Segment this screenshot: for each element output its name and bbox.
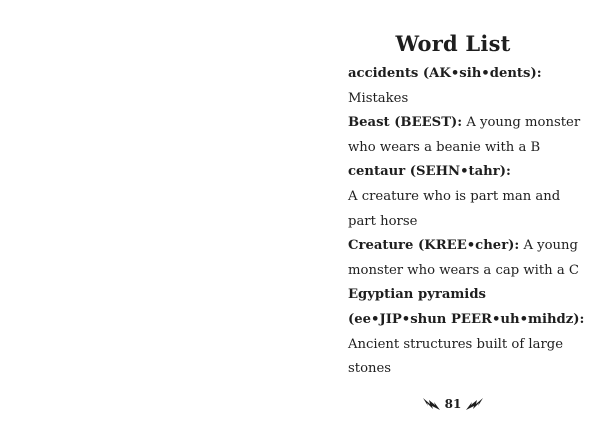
glossary-term: Egyptian pyramids — [348, 287, 486, 303]
list-line — [348, 87, 598, 112]
glossary-definition: Mistakes — [348, 90, 409, 106]
list-line — [348, 259, 598, 284]
glossary-definition: Ancient structures built of large — [348, 336, 564, 352]
lightning-bolt-icon — [465, 397, 483, 411]
page-title: Word List — [395, 31, 511, 56]
glossary-definition: stones — [348, 361, 392, 377]
glossary-definition: part horse — [348, 213, 418, 229]
page-number: 81 — [444, 397, 462, 411]
word-list — [348, 62, 598, 382]
lightning-bolt-icon — [423, 397, 441, 411]
list-line — [348, 234, 598, 259]
list-line — [348, 111, 598, 136]
list-line — [348, 357, 598, 382]
glossary-definition: A creature who is part man and — [348, 188, 561, 204]
glossary-definition: A young — [519, 238, 578, 254]
glossary-term: (ee•JIP•shun PEER•uh•mihdz): — [348, 311, 585, 327]
list-line — [348, 160, 598, 185]
list-line — [348, 283, 598, 308]
list-line — [348, 210, 598, 235]
list-line — [348, 62, 598, 87]
list-line — [348, 136, 598, 161]
glossary-term: accidents (AK•sih•dents): — [348, 66, 542, 81]
list-line — [348, 308, 598, 333]
glossary-definition: monster who wears a cap with a C — [348, 262, 580, 278]
list-line — [348, 185, 598, 210]
list-line — [348, 333, 598, 358]
glossary-definition: who wears a beanie with a B — [348, 139, 541, 155]
page-footer — [420, 394, 486, 414]
glossary-term: centaur (SEHN•tahr): — [348, 164, 511, 180]
glossary-term: Creature (KREE•cher): — [348, 238, 520, 254]
glossary-term: Beast (BEEST): — [348, 115, 463, 131]
glossary-definition: A young monster — [462, 115, 581, 131]
